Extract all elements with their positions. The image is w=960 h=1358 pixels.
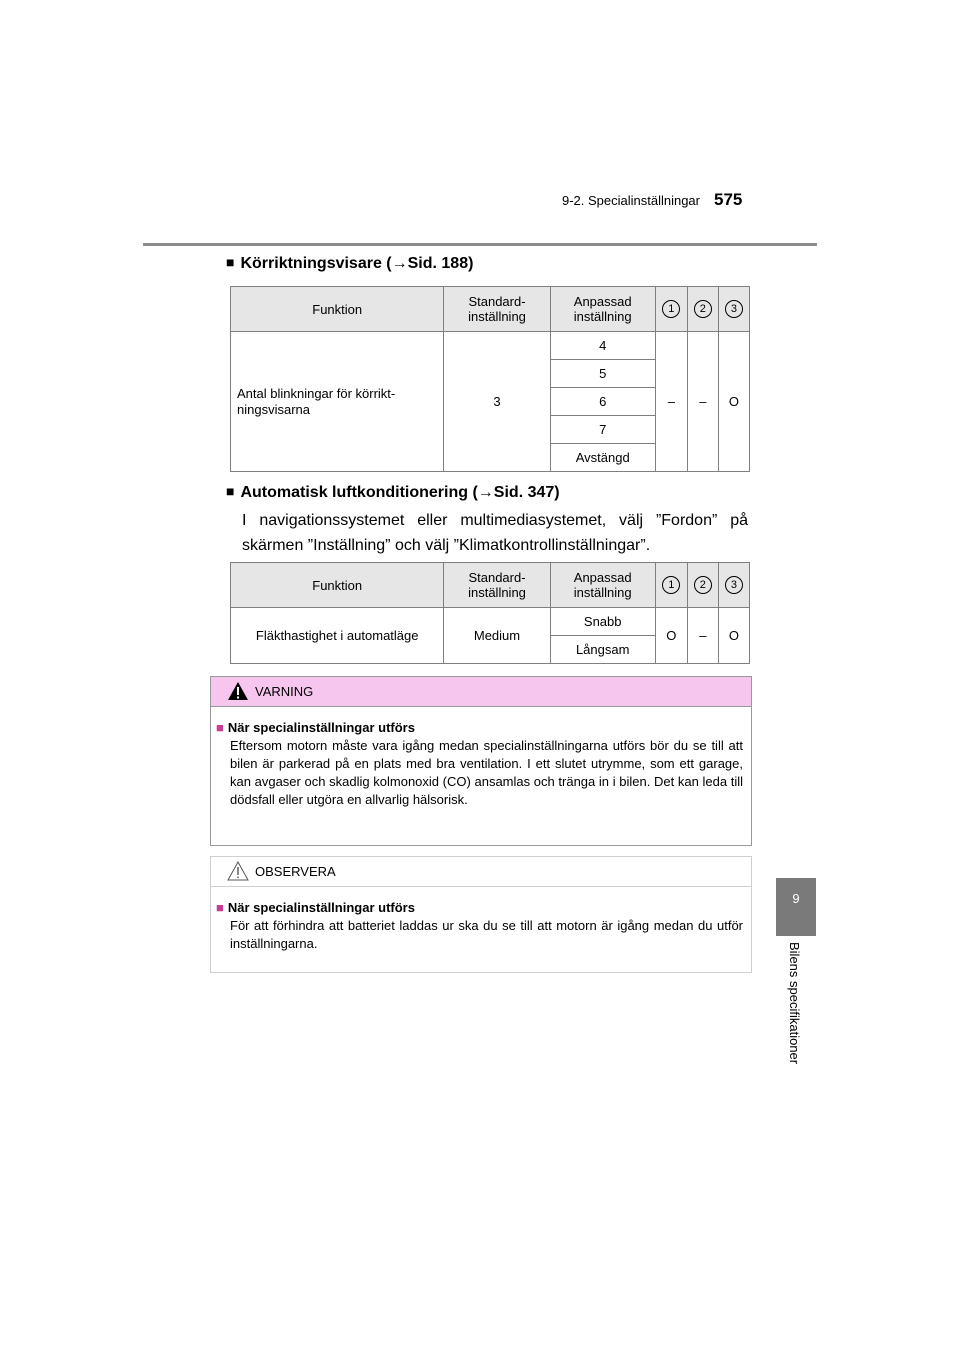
col-anpassad: Anpassad inställning (550, 287, 655, 332)
col-3 (718, 287, 749, 332)
notice-box (210, 856, 752, 973)
circled-1-icon: 1 (662, 300, 680, 318)
col-funktion: Funktion (231, 287, 444, 332)
circled-3-icon: 3 (725, 576, 743, 594)
notice-label: OBSERVERA (255, 864, 336, 879)
cell-c1: – (655, 332, 687, 472)
circled-3-icon: 3 (725, 300, 743, 318)
notice-subtitle: ■ När specialinställningar utförs (216, 900, 415, 915)
settings-table-luftkonditionering (230, 562, 750, 664)
cell-option: Långsam (550, 636, 655, 664)
section-heading-korriktningsvisare: ■ Körriktningsvisare (→Sid. 188) (226, 254, 474, 272)
circled-2-icon: 2 (694, 576, 712, 594)
square-bullet-icon: ■ (226, 254, 235, 270)
cell-option: 7 (550, 416, 655, 444)
square-bullet-icon: ■ (216, 900, 224, 915)
col-1 (655, 563, 687, 608)
col-1 (655, 287, 687, 332)
cell-funktion: Antal blinkningar för körrikt- ningsvisarna (231, 332, 444, 472)
warning-label: VARNING (255, 684, 314, 699)
table-row (231, 332, 750, 360)
col-funktion: Funktion (231, 563, 444, 608)
cell-option: Avstängd (550, 444, 655, 472)
section2-paragraph: I navigationssystemet eller multimediasystemet, välj ”Fordon” på skärmen ”Inställning” och välj ”Klimatkontrollinställningar”. (242, 512, 748, 554)
cell-c3: O (718, 332, 749, 472)
caution-triangle-icon (227, 861, 249, 881)
circled-1-icon: 1 (662, 576, 680, 594)
col-standard: Standard- inställning (444, 563, 550, 608)
chapter-tab: 9 (776, 878, 816, 936)
cell-funktion: Fläkthastighet i automatläge (231, 608, 444, 664)
arrow-icon: → (391, 255, 408, 272)
table-header-row (231, 563, 750, 608)
square-bullet-icon: ■ (226, 483, 235, 499)
square-bullet-icon: ■ (216, 720, 224, 735)
col-standard: Standard- inställning (444, 287, 550, 332)
col-2 (687, 287, 718, 332)
warning-text: Eftersom motorn måste vara igång medan specialinställningarna utförs bör du se till att bilen är parkerad på en plats med bra ventilation. I ett slutet utrymme, som ett garage, kan avgaser och skadlig kolmonoxid (CO) ansamlas och tränga in i bilen. Det kan leda till dödsfall eller utgöra en allvarlig hälsorisk. (230, 738, 743, 807)
cell-option: Snabb (550, 608, 655, 636)
settings-table-korriktningsvisare (230, 286, 750, 472)
table-header-row (231, 287, 750, 332)
cell-option: 5 (550, 360, 655, 388)
col-3 (718, 563, 749, 608)
section-heading-luftkonditionering: ■ Automatisk luftkonditionering (→Sid. 347) (226, 483, 560, 501)
cell-option: 6 (550, 388, 655, 416)
cell-option: 4 (550, 332, 655, 360)
cell-c1: O (655, 608, 687, 664)
cell-c3: O (718, 608, 749, 664)
chapter-label: Bilens specifikationer (787, 942, 802, 1065)
header-section-title: 9-2. Specialinställningar (561, 193, 700, 208)
col-anpassad: Anpassad inställning (550, 563, 655, 608)
warning-triangle-icon (227, 681, 249, 701)
warning-subtitle: ■ När specialinställningar utförs (216, 720, 415, 735)
arrow-icon: → (477, 484, 494, 501)
cell-standard: 3 (444, 332, 550, 472)
table-row (231, 608, 750, 636)
page-number: 575 (714, 190, 743, 209)
circled-2-icon: 2 (694, 300, 712, 318)
notice-text: För att förhindra att batteriet laddas ur ska du se till att motorn är igång medan du utför inställningarna. (230, 918, 743, 951)
cell-standard: Medium (444, 608, 550, 664)
col-2 (687, 563, 718, 608)
cell-c2: – (687, 332, 718, 472)
warning-header (211, 677, 751, 707)
header-rule (143, 243, 817, 246)
cell-c2: – (687, 608, 718, 664)
notice-header (211, 857, 751, 887)
warning-box (210, 676, 752, 846)
